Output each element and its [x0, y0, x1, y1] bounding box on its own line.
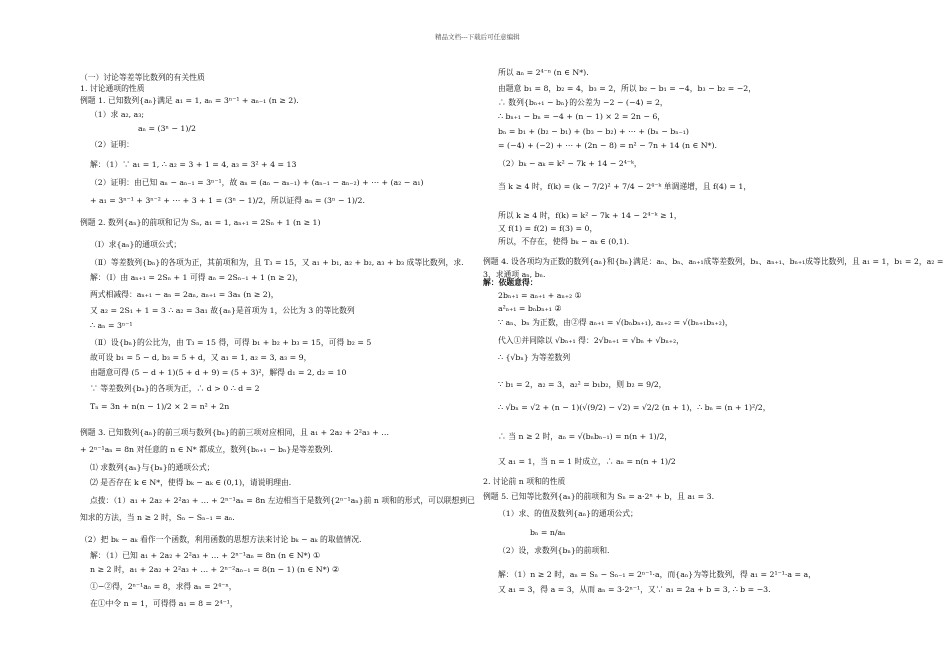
example-4-step-4: ∵ b₁ = 2，a₂ = 3，a₂² = b₁b₂，则 b₂ = 9/2，: [498, 380, 667, 389]
section-heading: （一）讨论等差等比数列的有关性质: [80, 73, 205, 82]
example-4-step-3: ∴ {√bₙ} 为等差数列: [498, 353, 571, 362]
example-3-part-2: ⑵ 是否存在 k ∈ N*，使得 bₖ − aₖ ∈ (0,1)，请说明理由.: [90, 478, 292, 487]
example-3-hint-2: 知求的方法，当 n ≥ 2 时，Sₙ − Sₙ₋₁ = aₙ.: [80, 513, 235, 522]
example-5-statement: 例题 5. 已知等比数列{aₙ}的前项和为 Sₙ = a·2ⁿ + b，且 a₁ = 3.: [483, 492, 715, 501]
example-3-statement-2: + 2ⁿ⁻¹aₙ = 8n 对任意的 n ∈ N* 都成立，数列{bₙ₊₁ − bₙ}是等差数列.: [80, 445, 333, 454]
example-5-part-1: （1）求、的值及数列{aₙ}的通项公式；: [498, 509, 638, 518]
right-line-8: 当 k ≥ 4 时，f(k) = (k − 7/2)² + 7/4 − 2⁴⁻ᵏ 单调递增，且 f(4) = 1，: [498, 182, 752, 191]
example-1-part-2: （2）证明：: [90, 140, 134, 149]
example-2-part-1: （Ⅰ）求{aₙ}的通项公式；: [90, 240, 182, 249]
right-line-11: 所以，不存在，使得 bₖ − aₖ ∈ (0,1).: [498, 237, 630, 246]
example-3-solution-2: n ≥ 2 时，a₁ + 2a₂ + 2²a₃ + … + 2ⁿ⁻²aₙ₋₁ = 8(n − 1) (n ∈ N*) ②: [90, 565, 340, 574]
example-2-solution-8: ∵ 等差数列{bₙ}的各项为正，∴ d > 0 ∴ d = 2: [90, 384, 260, 393]
example-5-formula: bₙ = n/aₙ: [530, 528, 566, 537]
right-line-6: = (−4) + (−2) + ⋯ + (2n − 8) = n² − 7n + 14 (n ∈ N*).: [498, 141, 717, 150]
example-5-solution-2: 又 a₁ = 3，得 a = 3，从而 aₙ = 3·2ⁿ⁻¹，又∵ a₁ = 2a + b = 3, ∴ b = −3.: [498, 585, 771, 594]
example-5-part-2: （2）设，求数列{bₙ}的前项和.: [498, 546, 610, 555]
right-line-4: ∴ bₙ₊₁ − bₙ = −4 + (n − 1) × 2 = 2n − 6，: [498, 112, 666, 121]
example-4-step-7: 又 a₁ = 1，当 n = 1 时成立，∴ aₙ = n(n + 1)/2: [498, 457, 676, 466]
equation-1: 2bₙ₊₁ = aₙ₊₁ + aₙ₊₂ ①: [498, 291, 582, 300]
right-line-3: ∴ 数列{bₙ₊₁ − bₙ}的公差为 −2 − (−4) = 2，: [498, 98, 668, 107]
example-2-solution-1: 解：（Ⅰ）由 aₙ₊₁ = 2Sₙ + 1 可得 aₙ = 2Sₙ₋₁ + 1 (n ≥ 2)，: [90, 273, 303, 282]
right-line-2: 由题意 b₁ = 8，b₂ = 4，b₃ = 2，所以 b₂ − b₁ = −4，b₃ − b₂ = −2，: [498, 84, 757, 93]
example-4-step-6: ∴ 当 n ≥ 2 时，aₙ = √(bₙbₙ₋₁) = n(n + 1)/2，: [498, 432, 673, 441]
right-line-7: （2）bₖ − aₖ = k² − 7k + 14 − 2⁴⁻ᵏ，: [498, 159, 642, 168]
example-2-solution-3: 又 a₂ = 2S₁ + 1 = 3 ∴ a₂ = 3a₁ 故{aₙ}是首项为 1，公比为 3 的等比数列: [90, 306, 355, 315]
example-4-solution-label: 解：依题意得：: [483, 278, 538, 287]
example-1-solution-3: + a₁ = 3ⁿ⁻¹ + 3ⁿ⁻² + ⋯ + 3 + 1 = (3ⁿ − 1)/2，所以证得 aₙ = (3ⁿ − 1)/2.: [90, 196, 365, 205]
right-line-10: 又 f(1) = f(2) = f(3) = 0，: [498, 224, 598, 233]
example-4-step-1: ∵ aₙ、bₙ 为正数，由②得 aₙ₊₁ = √(bₙbₙ₊₁), aₙ₊₂ = √(bₙ₊₁bₙ₊₂)，: [498, 318, 733, 327]
example-1-statement: 例题 1. 已知数列{aₙ}满足 a₁ = 1, aₙ = 3ⁿ⁻¹ + aₙ₋₁ (n ≥ 2).: [80, 96, 299, 105]
page-header: 精品文档---下载后可任意编辑: [435, 33, 520, 41]
example-3-solution-1: 解：（1）已知 a₁ + 2a₂ + 2²a₃ + … + 2ⁿ⁻¹aₙ = 8n (n ∈ N*) ①: [90, 551, 321, 560]
example-2-solution-9: Tₙ = 3n + n(n − 1)/2 × 2 = n² + 2n: [90, 402, 230, 411]
example-1-formula: aₙ = (3ⁿ − 1)/2: [138, 124, 196, 133]
example-2-statement: 例题 2. 数列{aₙ}的前项和记为 Sₙ, a₁ = 1, aₙ₊₁ = 2Sₙ + 1 (n ≥ 1): [80, 218, 321, 227]
example-2-solution-2: 两式相减得：aₙ₊₁ − aₙ = 2aₙ, aₙ₊₁ = 3aₙ (n ≥ 2)，: [90, 290, 279, 299]
example-4-step-5: ∴ √bₙ = √2 + (n − 1)(√(9/2) − √2) = √2/2 (n + 1)，∴ bₙ = (n + 1)²/2，: [498, 403, 771, 412]
example-4-statement-1: 例题 4. 设各项均为正数的数列{aₙ}和{bₙ}满足：aₙ、bₙ、aₙ₊₁成等差数列，bₙ、aₙ₊₁、bₙ₊₁成等比数列，且 a₁ = 1，b₁ = 2，a₂ = 3，求通项 aₙ, bₙ.: [483, 257, 944, 279]
right-line-1: 所以 aₙ = 2⁴⁻ⁿ (n ∈ N*).: [498, 68, 589, 77]
example-2-solution-7: 由题意可得 (5 − d + 1)(5 + d + 9) = (5 + 3)²，解得 d₁ = 2, d₂ = 10: [90, 368, 347, 377]
example-4-step-2: 代入①并同除以 √bₙ₊₁ 得：2√bₙ₊₁ = √bₙ + √bₙ₊₂，: [498, 336, 684, 345]
example-2-part-2: （Ⅱ）等差数列{bₙ}的各项为正，其前项和为，且 T₃ = 15，又 a₁ + b₁, a₂ + b₂, a₃ + b₃ 成等比数列，求.: [90, 258, 464, 267]
example-2-solution-6: 故可设 b₁ = 5 − d, b₃ = 5 + d，又 a₁ = 1, a₂ = 3, a₃ = 9，: [90, 353, 312, 362]
example-2-solution-4: ∴ aₙ = 3ⁿ⁻¹: [90, 321, 133, 330]
example-5-solution-1: 解：（1）n ≥ 2 时，aₙ = Sₙ − Sₙ₋₁ = 2ⁿ⁻¹·a，而{aₙ}为等比数列，得 a₁ = 2¹⁻¹·a = a，: [498, 570, 816, 579]
example-1-solution-2: （2）证明：由已知 aₙ − aₙ₋₁ = 3ⁿ⁻¹，故 aₙ = (aₙ − aₙ₋₁) + (aₙ₋₁ − aₙ₋₂) + ⋯ + (a₂ − a₁): [90, 178, 424, 187]
example-3-solution-3: ①−②得，2ⁿ⁻¹aₙ = 8，求得 aₙ = 2⁴⁻ⁿ，: [90, 582, 237, 591]
example-3-solution-4: 在①中令 n = 1，可得得 a₁ = 8 = 2⁴⁻¹，: [90, 599, 238, 608]
right-line-9: 所以 k ≥ 4 时，f(k) = k² − 7k + 14 − 2⁴⁻ᵏ ≥ 1，: [498, 211, 682, 220]
right-line-5: bₙ = b₁ + (b₂ − b₁) + (b₃ − b₂) + ⋯ + (bₙ − bₙ₋₁): [498, 127, 689, 136]
example-3-hint-1: 点拨：（1）a₁ + 2a₂ + 2²a₃ + … + 2ⁿ⁻¹aₙ = 8n 左边相当于是数列{2ⁿ⁻¹aₙ}前 n 项和的形式，可以联想到已: [90, 496, 475, 505]
example-3-hint-3: （2）把 bₖ − aₖ 看作一个函数，利用函数的思想方法来讨论 bₖ − aₖ 的取值情况.: [80, 535, 362, 544]
subsection-heading: 1. 讨论通项的性质: [80, 84, 145, 93]
example-1-part-1: （1）求 a₂, a₃;: [90, 110, 144, 119]
example-3-part-1: ⑴ 求数列{aₙ}与{bₙ}的通项公式；: [90, 463, 215, 472]
subsection-heading-2: 2. 讨论前 n 项和的性质: [483, 477, 566, 486]
example-2-solution-5: （Ⅱ）设{bₙ}的公比为，由 T₃ = 15 得，可得 b₁ + b₂ + b₃ = 15，可得 b₂ = 5: [90, 338, 372, 347]
example-1-solution-1: 解：（1）∵ a₁ = 1, ∴ a₂ = 3 + 1 = 4, a₃ = 3² + 4 = 13: [90, 160, 297, 169]
equation-2: a²ₙ₊₁ = bₙbₙ₊₁ ②: [498, 304, 562, 313]
example-3-statement-1: 例题 3. 已知数列{aₙ}的前三项与数列{bₙ}的前三项对应相同，且 a₁ + 2a₂ + 2²a₃ + …: [80, 428, 390, 437]
